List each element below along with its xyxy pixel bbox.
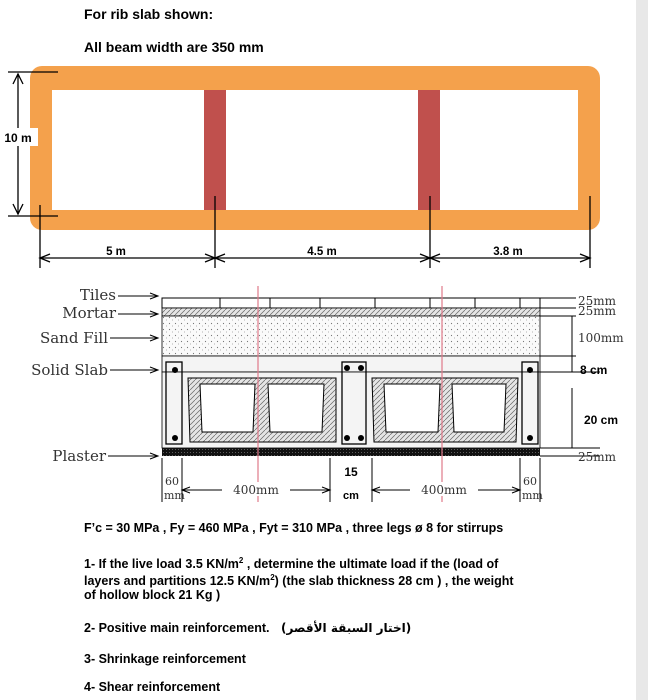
question-3: 3- Shrinkage reinforcement [84, 652, 246, 666]
dim-sand: 100mm [578, 331, 624, 345]
rib-right-dim-1: 60 [523, 475, 537, 488]
q1-text-c: layers and partitions 12.5 KN/m [84, 574, 271, 589]
block-left-dim: 400mm [233, 483, 279, 497]
beam-1 [204, 90, 226, 210]
header-line-2: All beam width are 350 mm [84, 39, 264, 55]
section-diagram [0, 280, 648, 512]
beam-2 [418, 90, 440, 210]
label-solid-slab: Solid Slab [31, 361, 108, 379]
question-1-line-3: of hollow block 21 Kg ) [84, 588, 221, 602]
right-dimension-lines [540, 298, 600, 456]
tiles-layer [162, 298, 540, 308]
rib-right-dim-2: mm [522, 489, 543, 502]
label-tiles: Tiles [79, 286, 116, 304]
rib-left-dim-1: 60 [165, 475, 179, 488]
q1-sup-2: 2 [270, 573, 275, 582]
mortar-layer [162, 308, 540, 316]
dim-rib: 20 cm [584, 413, 619, 427]
dim-plaster: 25mm [578, 450, 617, 464]
rib-mid-dim-2: cm [343, 490, 359, 502]
label-mortar: Mortar [62, 304, 116, 322]
height-label: 10 m [4, 131, 32, 145]
span-label-1: 5 m [106, 246, 126, 258]
block-right-dim: 400mm [421, 483, 467, 497]
dim-solid: 8 cm [580, 363, 608, 377]
span-label-3: 3.8 m [493, 246, 523, 258]
q2-arabic-note: (اختار السبقة الأقصر) [280, 621, 412, 635]
q1-text-d: ) (the slab thickness 28 cm ) , the weight [274, 574, 514, 589]
plaster-layer [162, 448, 540, 456]
sand-fill-layer [162, 316, 540, 356]
plan-diagram [0, 0, 648, 280]
question-4: 4- Shear reinforcement [84, 680, 221, 694]
q1-text-a: 1- If the live load 3.5 KN/m [84, 557, 239, 572]
span-label-2: 4.5 m [307, 246, 337, 258]
q1-text-b: , determine the ultimate load if the (load of [243, 557, 499, 572]
plan-frame [30, 66, 600, 230]
header-line-1: For rib slab shown: [84, 6, 214, 22]
label-plaster: Plaster [52, 447, 106, 465]
materials-line: F’c = 30 MPa , Fy = 460 MPa , Fyt = 310 MPa , three legs ø 8 for stirrups [84, 521, 504, 535]
rib-left-dim-2: mm [164, 489, 185, 502]
dim-tiles: 25mm [578, 294, 617, 308]
question-2 [84, 620, 411, 636]
q2-text: 2- Positive main reinforcement. [84, 621, 270, 635]
label-sand-fill: Sand Fill [39, 329, 108, 347]
solid-slab-layer [162, 356, 540, 372]
q1-sup-1: 2 [238, 556, 244, 565]
rib-mid-dim-1: 15 [344, 465, 358, 479]
dim-mortar: 25mm [578, 304, 617, 318]
